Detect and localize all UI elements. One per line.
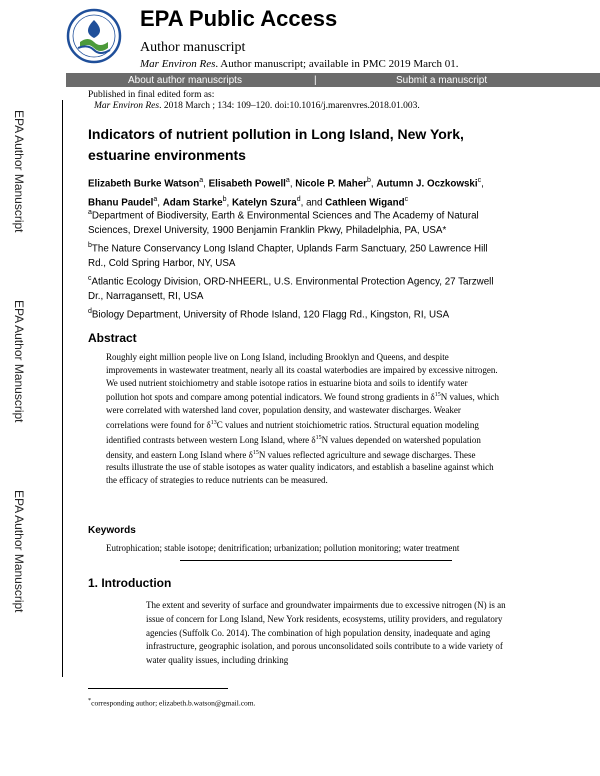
footnote-divider [88,688,228,689]
affiliation-sup: c [88,275,92,282]
abstract-part: C values and nutrient stoichiometric ratios. Structural equation modeling identified contrasts between western Long Island, where δ [106,419,479,445]
side-watermark-2: EPA Author Manuscript [12,300,26,423]
abstract-part: Roughly eight million people live on Long Island, including Brooklyn and Queens, and despite improvements in wastewater treatment, nearly all its coastal waterbodies are impaired by excessive nitrogen. We used nutrient stoichiometry and stable isotope ratios in estuarine biota and soils to identify water pollution hot spots and compare among potential indicators. We found strong gradients in δ [106,352,498,403]
keywords-divider [180,560,452,561]
citation-text: . Author manuscript; available in PMC 2019 March 01. [215,58,459,70]
author[interactable]: Katelyn Szura [231,197,297,209]
abstract-part: N values depended on watershed population density, and eastern Long Island where δ [106,434,481,460]
nav-bar [66,73,600,87]
header-title: EPA Public Access [140,6,338,31]
intro-text: The extent and severity of surface and groundwater impairments due to excessive nitrogen (N) is an issue of concern for Long Island, New York residents, ecosystems, utility providers, and regulatory agencies (Suffolk Co. 2014). The combination of high population density, inadequate and aging infrastructure, geographic isolation, and porous unconsolidated soils contribute to a wide variety of water quality issues, including drinking [146,600,506,666]
affiliation-text: Biology Department, University of Rhode Island, 120 Flagg Rd., Kingston, RI, USA [91,309,450,321]
author[interactable]: Cathleen Wigand [325,197,405,209]
affiliation-sup: d [88,308,92,315]
epa-logo-icon [66,8,122,64]
journal-abbrev: Mar Environ Res [140,58,216,70]
side-watermark-1: EPA Author Manuscript [12,110,26,233]
footnote [88,697,256,708]
margin-rule [62,100,63,677]
published-citation [94,101,420,111]
keywords-heading: Keywords [88,525,136,536]
abstract-part: N values, which were correlated with watershed land cover, population density, and wastewater discharges. Weaker correlations were found for δ [106,392,500,430]
published-details: . 2018 March ; 134: 109–120. doi:10.1016/j.marenvres.2018.01.003. [159,101,420,111]
affiliation-sup: a [88,209,92,216]
isotope-sup: 15 [434,392,441,399]
author-sep: , [157,197,163,209]
header-subtitle: Author manuscript [140,40,246,55]
submit-manuscript-link[interactable]: Submit a manuscript [396,74,488,86]
affiliation-d [88,304,508,322]
author-sep: , [370,178,377,190]
affiliation-c [88,271,508,304]
affiliation-text: Atlantic Ecology Division, ORD-NHEERL, U.S. Environmental Protection Agency, 27 Tarzwell Dr., Narragansett, RI, USA [88,276,494,303]
abstract-text [106,351,501,487]
author[interactable]: Elizabeth Burke Watson [88,178,200,190]
author-sup: a [285,177,290,184]
affiliation-a [88,205,508,238]
intro-heading: 1. Introduction [88,576,172,590]
author[interactable]: Bhanu Paudel [88,197,154,209]
affiliation-sup: b [88,242,92,249]
author-sup: c [477,177,482,184]
keywords-text: Eutrophication; stable isotope; denitrification; urbanization; pollution monitoring; water treatment [106,543,460,553]
published-journal: Mar Environ Res [94,101,160,111]
author-sep: , [226,197,232,209]
author[interactable]: Elisabeth Powell [208,178,286,190]
article-title: Indicators of nutrient pollution in Long Island, New York, estuarine environments [88,126,464,163]
author[interactable]: Autumn J. Oczkowski [376,178,478,190]
author-sup: c [404,196,409,204]
author-sup: b [366,177,371,184]
isotope-sup: 15 [315,434,322,441]
author-sup: a [199,177,204,184]
affiliation-text: Department of Biodiversity, Earth & Environmental Sciences and The Academy of Natural Sciences, Drexel University, 1900 Benjamin Franklin Pkwy, Philadelphia, PA, USA* [88,210,479,237]
abstract-heading: Abstract [88,331,137,345]
author-sup: b [222,196,227,204]
author[interactable]: Adam Starke [162,197,223,209]
affiliation-text: The Nature Conservancy Long Island Chapter, Uplands Farm Sanctuary, 250 Lawrence Hill Rd., Cold Spring Harbor, NY, USA [88,243,488,270]
abstract-part: N values reflected agriculture and sewage discharges. These results illustrate the use of stable isotopes as water quality indicators, and establish a baseline against which the efficacy of strategies to reduce nutrients can be measured. [106,449,494,486]
footnote-text: corresponding author; elizabeth.b.watson@gmail.com. [91,698,256,708]
about-manuscripts-link[interactable]: About author manuscripts [128,74,242,86]
nav-separator: | [314,74,317,86]
author-sep: , [203,178,209,190]
affiliation-b [88,238,508,271]
author-sep: , [289,178,296,190]
author-sup: a [153,196,158,204]
footnote-mark: * [88,697,92,704]
side-watermark-3: EPA Author Manuscript [12,490,26,613]
isotope-sup: 13 [210,419,217,426]
author[interactable]: Nicole P. Maher [295,178,367,190]
author-sup: d [296,196,301,204]
header-citation [140,58,459,70]
published-label: Published in final edited form as: [88,90,215,100]
author-sep: , [481,178,484,190]
author-sep: , and [300,197,326,209]
isotope-sup: 15 [252,449,259,456]
